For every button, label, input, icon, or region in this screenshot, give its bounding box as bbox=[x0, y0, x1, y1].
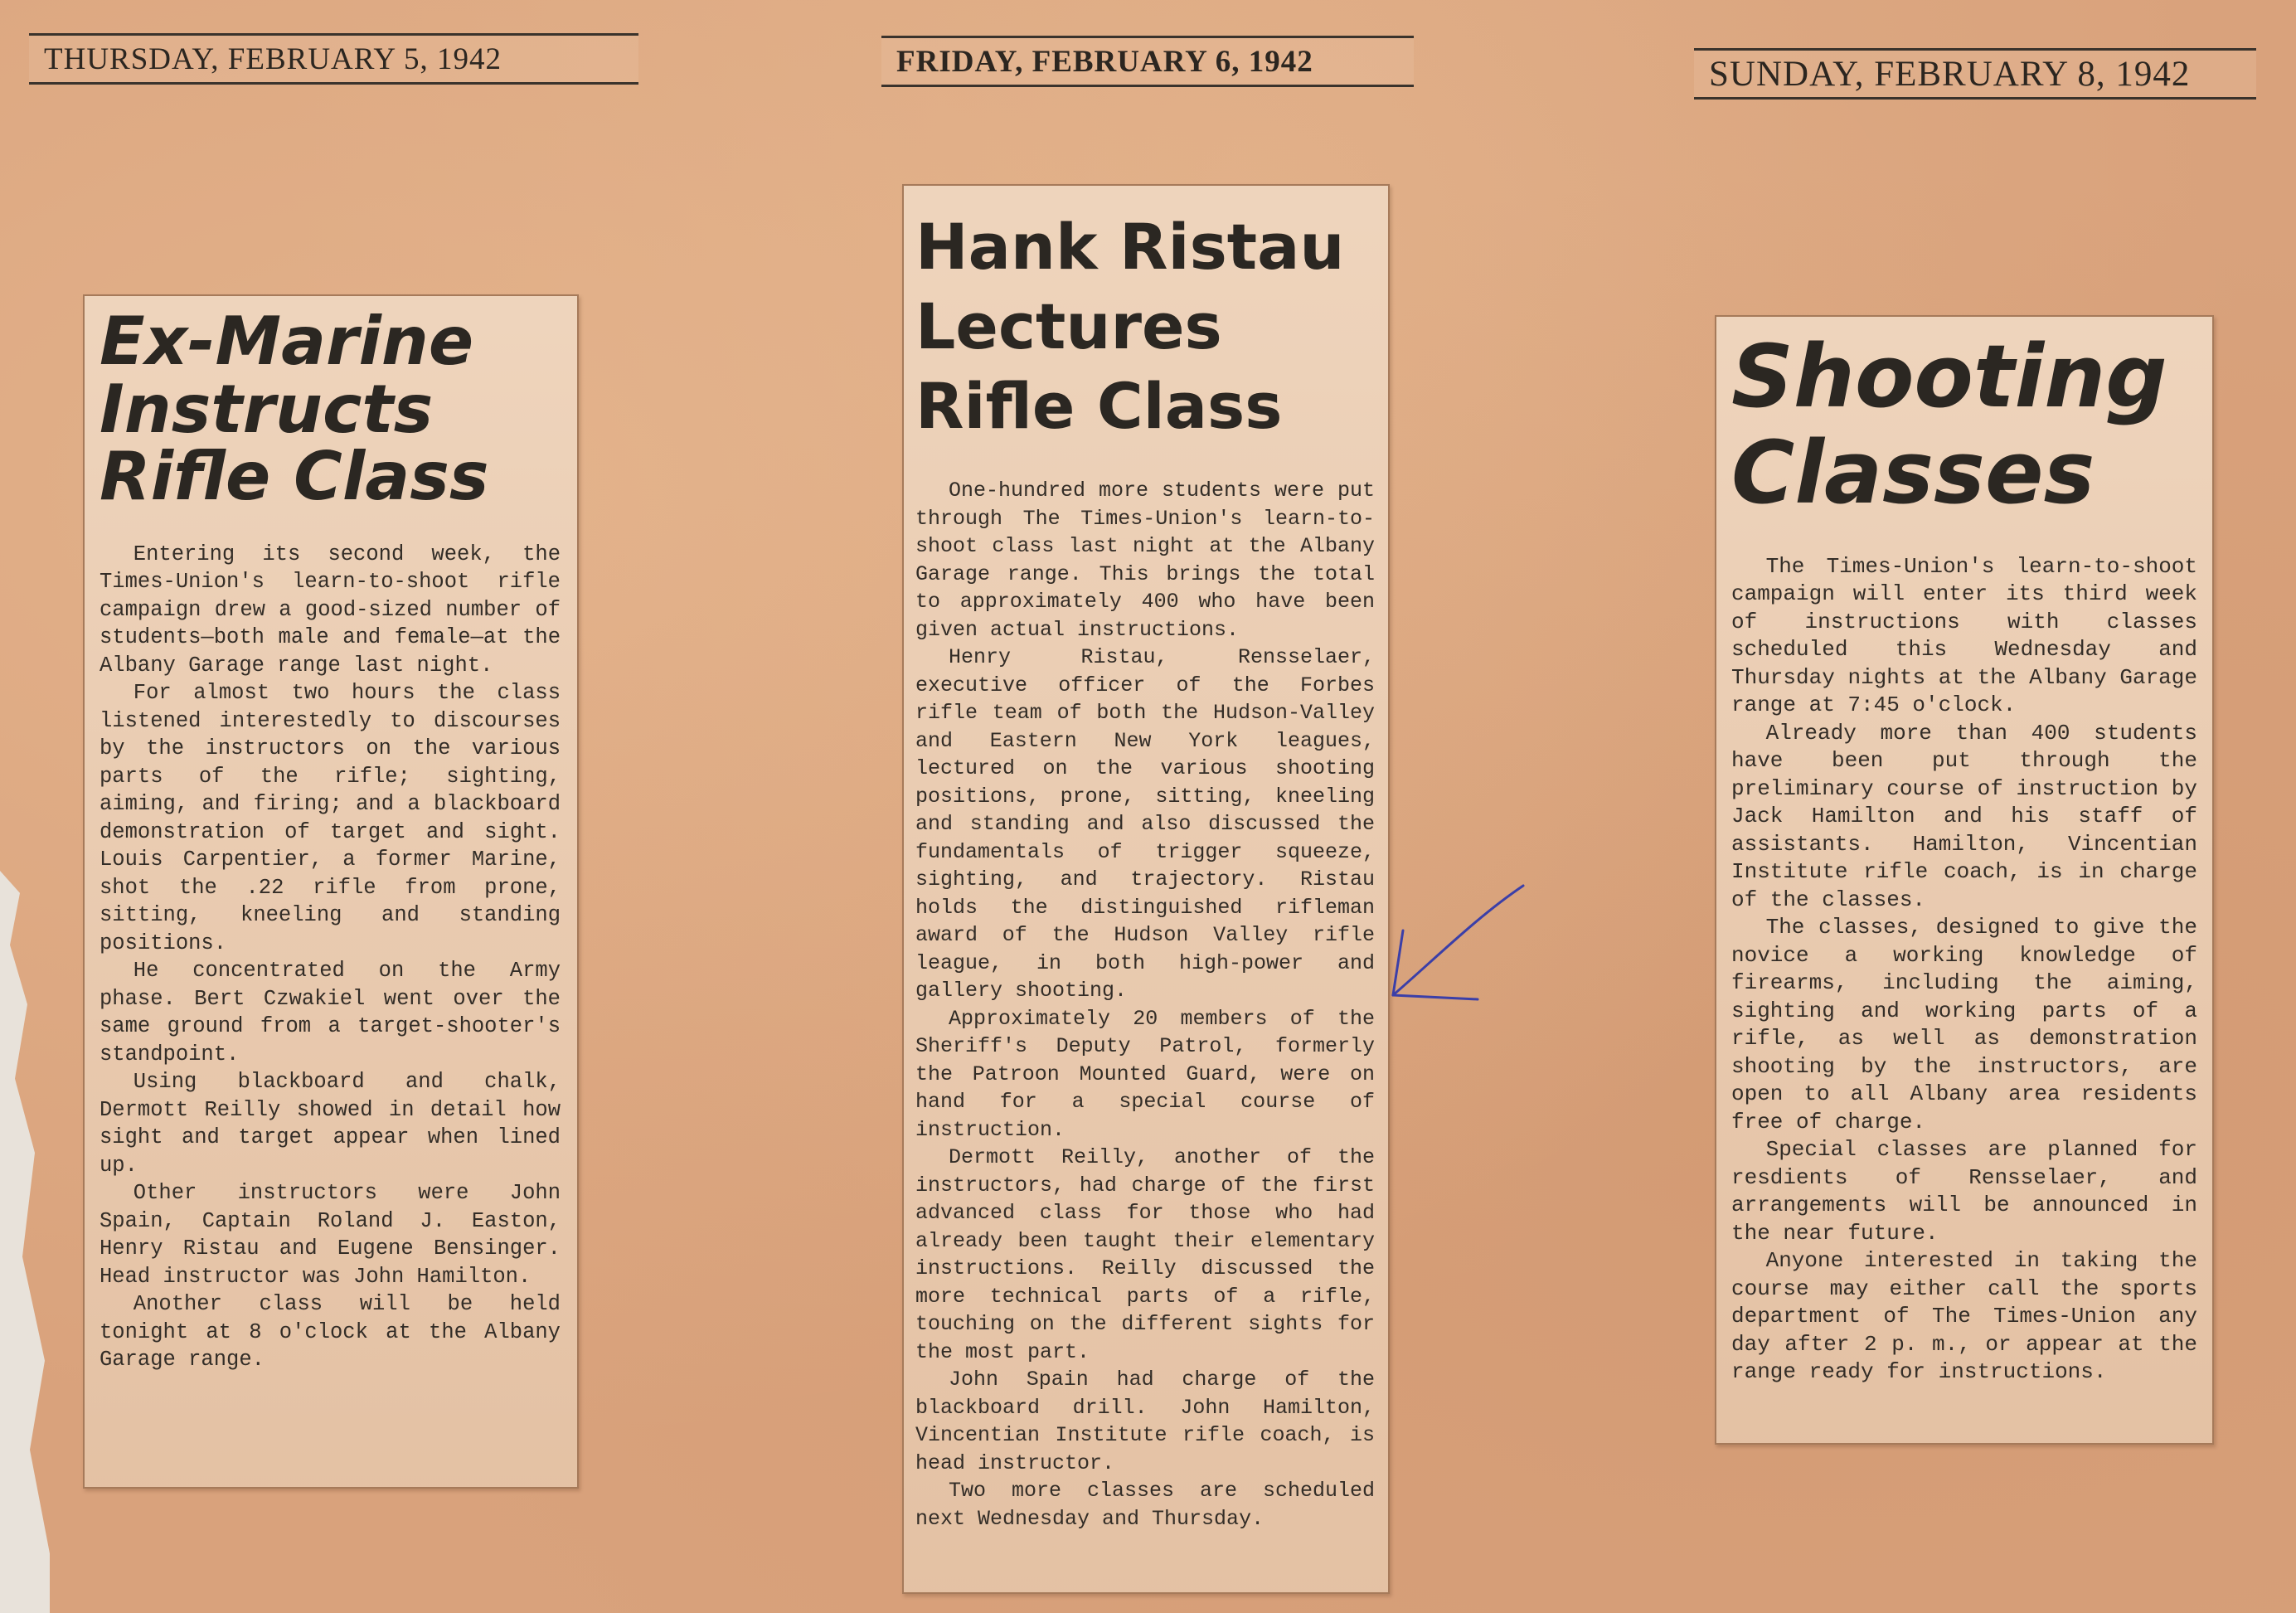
dateline-sunday bbox=[1694, 48, 2256, 100]
dateline-friday-text: FRIDAY, FEBRUARY 6, 1942 bbox=[896, 44, 1313, 79]
clipping-shooting-classes bbox=[1715, 315, 2214, 1445]
headline-line: Instructs bbox=[100, 370, 434, 448]
hand-drawn-arrow-icon bbox=[1378, 879, 1527, 1012]
headline-line: Rifle Class bbox=[915, 368, 1283, 443]
dateline-sunday-text: SUNDAY, FEBRUARY 8, 1942 bbox=[1709, 54, 2191, 94]
dateline-friday bbox=[881, 36, 1414, 87]
headline-line: Shooting bbox=[1731, 326, 2167, 427]
article-paragraph: Already more than 400 students have been put through the preliminary course of instruction by Jack Hamilton and his staff of assistants. Hamilton, Vincentian Institute rifle coach, is in charge of the classes. bbox=[1731, 720, 2197, 912]
headline-shooting-classes bbox=[1731, 328, 2197, 522]
article-paragraph: Approximately 20 members of the Sheriff's Deputy Patrol, formerly the Patroon Mounted Guard, were on hand for a special course of instruction. bbox=[915, 1006, 1375, 1142]
article-paragraph: Using blackboard and chalk, Dermott Reilly showed in detail how sight and target appear when lined up. bbox=[100, 1070, 561, 1178]
headline-line: Rifle Class bbox=[100, 438, 489, 516]
article-body bbox=[915, 477, 1375, 1533]
clipping-hank-ristau bbox=[902, 184, 1390, 1594]
article-paragraph: Anyone interested in taking the course may either call the sports department of The Times-Union any day after 2 p. m., or appear at the range ready for instructions. bbox=[1731, 1248, 2197, 1385]
torn-paper-edge bbox=[0, 871, 50, 1613]
article-paragraph: The classes, designed to give the novice a working knowledge of firearms, including the aiming, sighting and working parts of a rifle, as well as demonstration shooting by the instructors, are open to all Albany area residents free of charge. bbox=[1731, 915, 2197, 1134]
article-paragraph: He concentrated on the Army phase. Bert Czwakiel went over the same ground from a target-shooter's standpoint. bbox=[100, 959, 561, 1066]
article-paragraph: The Times-Union's learn-to-shoot campaign will enter its third week of instructions with classes scheduled this Wednesday and Thursday nights at the Albany Garage range at 7:45 o'clock. bbox=[1731, 553, 2197, 718]
article-paragraph: John Spain had charge of the blackboard drill. John Hamilton, Vincentian Institute rifle coach, is head instructor. bbox=[915, 1368, 1375, 1475]
article-paragraph: Henry Ristau, Rensselaer, executive officer of the Forbes rifle team of both the Hudson-Valley and Eastern New York leagues, lectured on the various shooting positions, prone, sitting, kneeling and standing and also discussed the fundamentals of trigger squeeze, sighting, and trajectory. Ristau holds the distinguished rifleman award of the Hudson Valley rifle league, in both high-power and gallery shooting. bbox=[915, 645, 1375, 1003]
article-paragraph: Other instructors were John Spain, Captain Roland J. Easton, Henry Ristau and Eugene Bensinger. Head instructor was John Hamilton. bbox=[100, 1181, 561, 1289]
headline-line: Lectures bbox=[915, 289, 1222, 363]
headline-line: Hank Ristau bbox=[915, 210, 1345, 284]
article-paragraph: Two more classes are scheduled next Wednesday and Thursday. bbox=[915, 1479, 1375, 1531]
article-paragraph: One-hundred more students were put through The Times-Union's learn-to-shoot class last night at the Albany Garage range. This brings the total to approximately 400 who have been given actual instructions. bbox=[915, 479, 1375, 642]
clipping-ex-marine bbox=[83, 294, 579, 1489]
dateline-thursday bbox=[29, 33, 638, 85]
article-body bbox=[1731, 553, 2197, 1387]
dateline-thursday-text: THURSDAY, FEBRUARY 5, 1942 bbox=[44, 41, 502, 76]
headline-ex-marine bbox=[100, 303, 561, 516]
article-paragraph: Another class will be held tonight at 8 o'clock at the Albany Garage range. bbox=[100, 1292, 561, 1373]
article-paragraph: Dermott Reilly, another of the instructors, had charge of the first advanced class for those who had already been taught their elementary instructions. Reilly discussed the more technical parts of a rifle, touching on the different sights for the most part. bbox=[915, 1145, 1375, 1364]
headline-hank-ristau bbox=[915, 207, 1375, 445]
article-body bbox=[100, 541, 561, 1374]
headline-line: Classes bbox=[1731, 422, 2095, 524]
article-paragraph: Entering its second week, the Times-Union's learn-to-shoot rifle campaign drew a good-sized number of students—both male and female—at the Albany Garage range last night. bbox=[100, 542, 561, 678]
article-paragraph: Special classes are planned for resdients of Rensselaer, and arrangements will be announced in the near future. bbox=[1731, 1137, 2197, 1246]
headline-line: Ex-Marine bbox=[100, 303, 474, 380]
article-paragraph: For almost two hours the class listened interestedly to discourses by the instructors on the various parts of the rifle; sighting, aiming, and firing; and a blackboard demonstration of target and sight. Louis Carpentier, a former Marine, shot the .22 rifle from prone, sitting, kneeling and standing positions. bbox=[100, 681, 561, 955]
